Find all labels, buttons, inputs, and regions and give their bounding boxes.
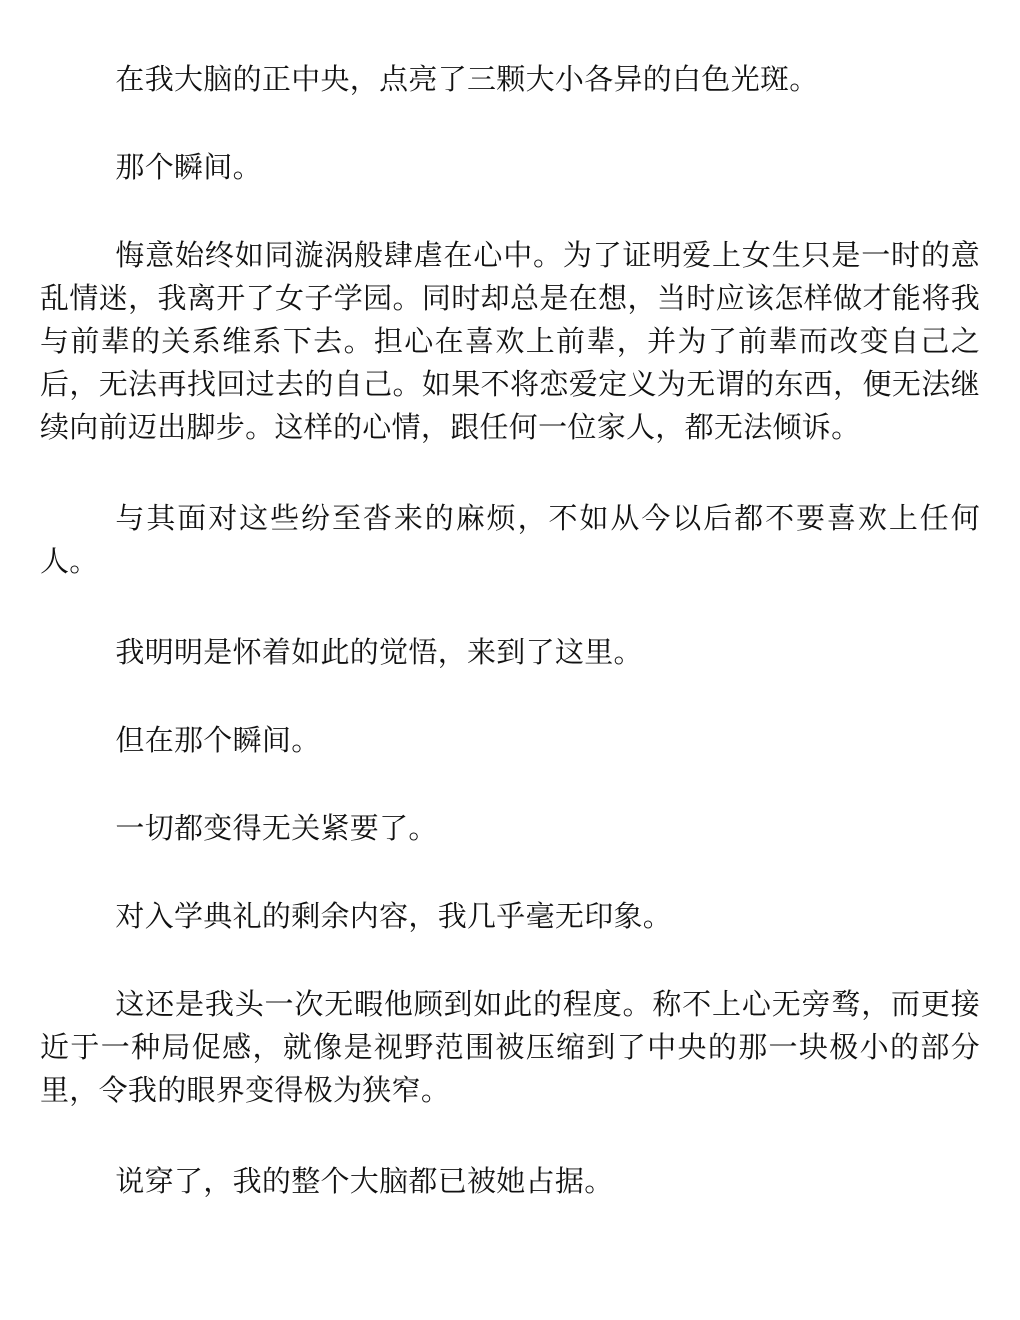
paragraph-8: 对入学典礼的剩余内容，我几乎毫无印象。	[115, 899, 673, 933]
paragraph-3: 悔意始终如同漩涡般肆虐在心中。为了证明爱上女生只是一时的意乱情迷，我离开了女子学园。同时却总是在想，当时应该怎样做才能将我与前辈的关系维系下去。担心在喜欢上前辈，并为了前辈而改变自己之后，无法再找回过去的自己。如果不将恋爱定义为无谓的东西，便无法继续向前迈出脚步。这样的心情，跟任何一位家人，都无法倾诉。	[40, 238, 980, 444]
paragraph-5: 我明明是怀着如此的觉悟，来到了这里。	[115, 635, 643, 669]
paragraph-7: 一切都变得无关紧要了。	[115, 811, 438, 845]
paragraph-1: 在我大脑的正中央，点亮了三颗大小各异的白色光斑。	[115, 62, 819, 96]
document-page	[40, 58, 980, 1248]
paragraph-10: 说穿了，我的整个大脑都已被她占据。	[115, 1164, 614, 1198]
paragraph-9: 这还是我头一次无暇他顾到如此的程度。称不上心无旁骛，而更接近于一种局促感，就像是视野范围被压缩到了中央的那一块极小的部分里，令我的眼界变得极为狭窄。	[40, 987, 980, 1107]
paragraph-6: 但在那个瞬间。	[115, 723, 321, 757]
paragraph-4: 与其面对这些纷至沓来的麻烦，不如从今以后都不要喜欢上任何人。	[40, 501, 980, 578]
paragraph-2: 那个瞬间。	[115, 150, 262, 184]
